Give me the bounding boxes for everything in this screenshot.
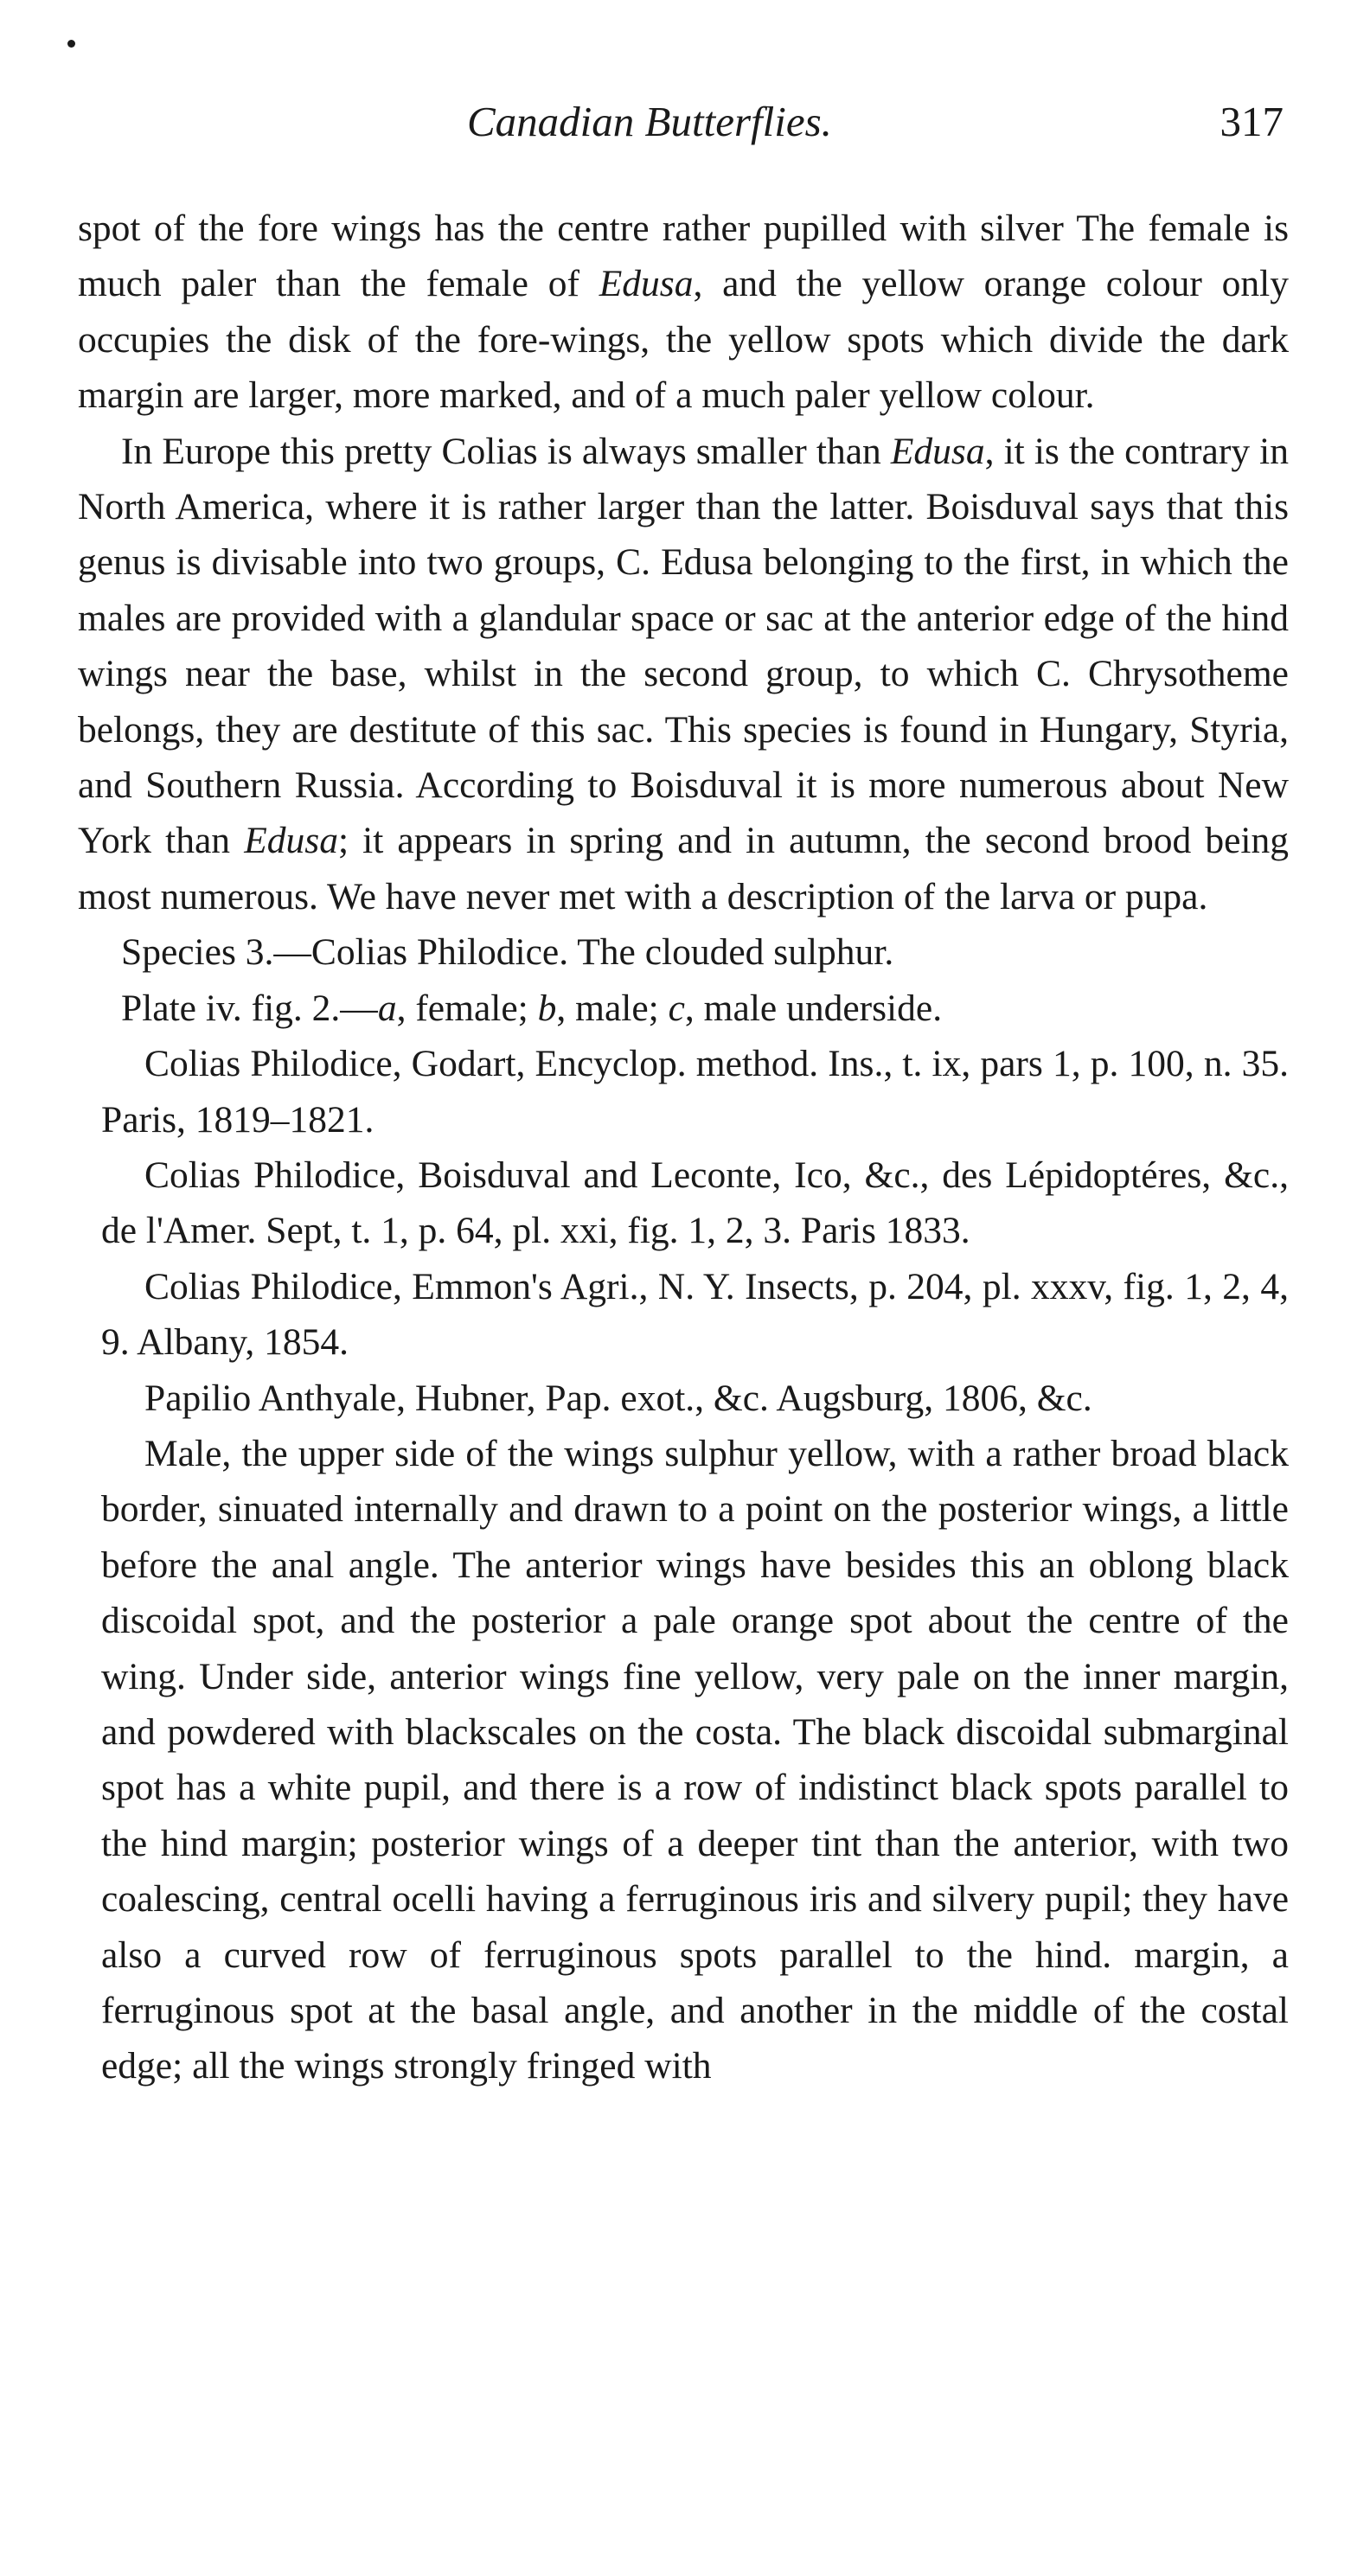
plate-reference: Plate iv. fig. 2.—a, female; b, male; c, male underside. [121,987,943,1029]
page-header [0,97,1370,166]
species-name: Edusa [890,430,985,472]
body-text [78,201,1289,2094]
paragraph-continued: spot of the fore wings has the centre rather pupilled with silver The female is much paler than the female of Edusa, and the yellow orange colour only occupies the disk of the fore-wings, the yellow spots which divide the dark margin are larger, more marked, and of a much paler yellow colour. [78,208,1289,417]
page-number: 317 [1220,98,1284,145]
species-name: Edusa [244,820,338,862]
paragraph-male-description: Male, the upper side of the wings sulphur yellow, with a rather broad black border, sinuated internally and drawn to a point on the posterior wings, a little before the anal angle. The anterior wings have besides this an oblong black discoidal spot, and the posterior a pale orange spot about the centre of the wing. Under side, anterior wings fine yellow, very pale on the inner margin, and powdered with blackscales on the costa. The black discoidal submarginal spot has a white pupil, and there is a row of indistinct black spots parallel to the hind margin; posterior wings of a deeper tint than the anterior, with two coalescing, central ocelli having a ferruginous iris and silvery pupil; they have also a curved row of ferruginous spots parallel to the hind. margin, a ferruginous spot at the basal angle, and another in the middle of the costal edge; all the wings strongly fringed with [101,1432,1289,2087]
running-title: Canadian Butterflies. [467,98,832,145]
citation-godart: Colias Philodice, Godart, Encyclop. method. Ins., t. ix, pars 1, p. 100, n. 35. Paris, 1819–1821. [101,1043,1289,1141]
citation-emmons: Colias Philodice, Emmon's Agri., N. Y. Insects, p. 204, pl. xxxv, fig. 1, 2, 4, 9. Albany, 1854. [101,1265,1289,1364]
citation-hubner: Papilio Anthyale, Hubner, Pap. exot., &c. Augsburg, 1806, &c. [144,1377,1092,1419]
citation-boisduval: Colias Philodice, Boisduval and Leconte, Ico, &c., des Lépidoptéres, &c., de l'Amer. Sept, t. 1, p. 64, pl. xxi, fig. 1, 2, 3. Paris 1833. [101,1154,1289,1252]
species-heading: Species 3.—Colias Philodice. The clouded sulphur. [121,931,894,974]
species-name: Edusa [599,263,694,305]
ink-speck [67,40,75,48]
paragraph-europe: In Europe this pretty Colias is always smaller than Edusa, it is the contrary in North America, where it is rather larger than the latter. Boisduval says that this genus is divisable into two groups, C. Edusa belonging to the first, in which the males are provided with a glandular space or sac at the anterior edge of the hind wings near the base, whilst in the second group, to which C. Chrysotheme belongs, they are destitute of this sac. This species is found in Hungary, Styria, and Southern Russia. According to Boisduval it is more numerous about New York than Edusa; it appears in spring and in autumn, the second brood being most numerous. We have never met with a description of the larva or pupa. [78,430,1290,917]
